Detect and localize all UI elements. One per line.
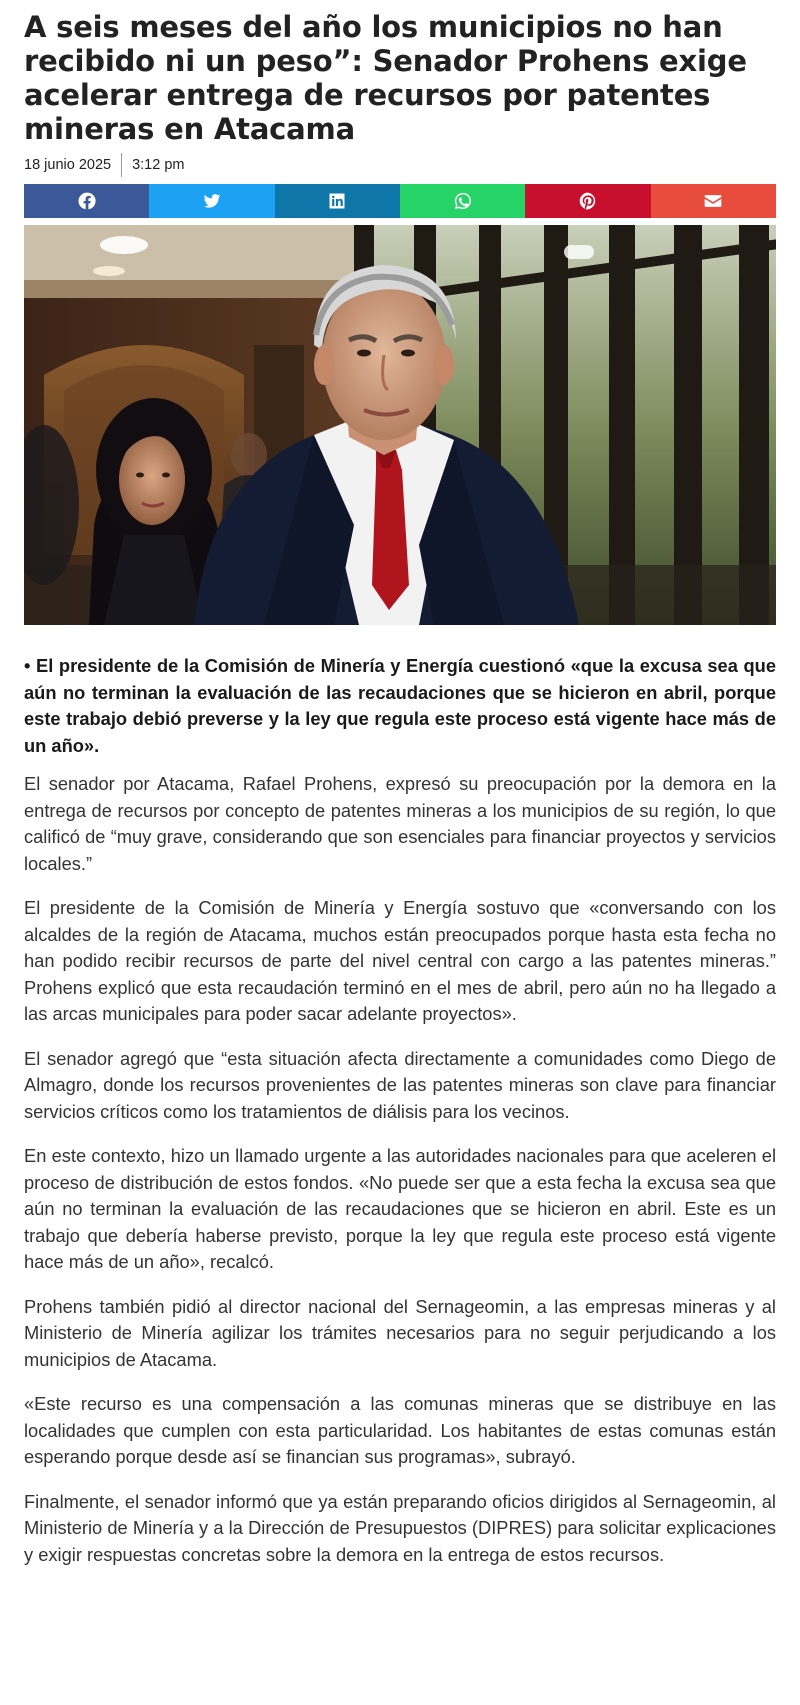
meta-divider <box>121 153 122 177</box>
pinterest-icon <box>578 191 598 211</box>
share-linkedin-button[interactable] <box>275 184 400 218</box>
senator-photo <box>24 225 776 625</box>
share-whatsapp-button[interactable] <box>400 184 525 218</box>
facebook-icon <box>77 191 97 211</box>
share-bar <box>24 184 776 218</box>
linkedin-icon <box>327 191 347 211</box>
article-lead: • El presidente de la Comisión de Minería y Energía cuestionó «que la excusa sea que aún no terminan la evaluación de las recaudaciones que se hicieron en abril, porque este trabajo debió preverse y la ley que regula este proceso está vigente hace más de un año». <box>24 655 776 756</box>
article-paragraph: El senador agregó que “esta situación afecta directamente a comunidades como Diego de Almagro, donde los recursos provenientes de las patentes mineras son clave para financiar servicios críticos como los tratamientos de diálisis para los vecinos. <box>24 1047 776 1122</box>
share-facebook-button[interactable] <box>24 184 149 218</box>
article-date: 18 junio 2025 <box>24 157 112 173</box>
article-paragraph: El senador por Atacama, Rafael Prohens, expresó su preocupación por la demora en la entrega de recursos por concepto de patentes mineras a los municipios de su región, lo que calificó de “muy grave, considerando que son esenciales para financiar proyectos y servicios locales.” <box>24 773 776 874</box>
share-twitter-button[interactable] <box>149 184 274 218</box>
article-body <box>24 653 776 1568</box>
article-container <box>24 0 776 1568</box>
article-headline: A seis meses del año los municipios no han recibido ni un peso”: Senador Prohens exige acelerar entrega de recursos por patentes mineras en Atacama <box>24 10 747 146</box>
article-paragraph: Prohens también pidió al director nacional del Sernageomin, a las empresas mineras y al Ministerio de Minería agilizar los trámites necesarios para no seguir perjudicando a los municipios de Atacama. <box>24 1295 776 1370</box>
article-meta <box>24 152 776 178</box>
share-email-button[interactable] <box>651 184 776 218</box>
article-paragraph: Finalmente, el senador informó que ya están preparando oficios dirigidos al Sernageomin, al Ministerio de Minería y a la Dirección de Presupuestos (DIPRES) para solicitar explicaciones y exigir respuestas concretas sobre la demora en la entrega de estos recursos. <box>24 1490 776 1565</box>
article-time: 3:12 pm <box>132 157 185 173</box>
article-paragraph: En este contexto, hizo un llamado urgente a las autoridades nacionales para que aceleren el proceso de distribución de estos fondos. «No puede ser que a esta fecha la excusa sea que aún no terminan la evaluación de las recaudaciones que se hicieron en abril. Este es un trabajo que debería haberse previsto, porque la ley que regula este proceso está vigente hace más de un año», recalcó. <box>24 1145 776 1272</box>
share-pinterest-button[interactable] <box>525 184 650 218</box>
whatsapp-icon <box>453 191 473 211</box>
article-paragraph: «Este recurso es una compensación a las comunas mineras que se distribuye en las localidades que cumplen con esta particularidad. Los habitantes de estas comunas están esperando porque desde así se financian sus programas», subrayó. <box>24 1393 776 1467</box>
email-icon <box>703 191 723 211</box>
article-photo <box>24 225 776 625</box>
article-paragraph: El presidente de la Comisión de Minería y Energía sostuvo que «conversando con los alcaldes de la región de Atacama, muchos están preocupados porque hasta esta fecha no han podido recibir recursos de parte del nivel central con cargo a las patentes mineras.” Prohens explicó que esta recaudación terminó en el mes de abril, pero aún no ha llegado a las arcas municipales para poder sacar adelante proyectos». <box>24 897 776 1024</box>
twitter-icon <box>202 191 222 211</box>
